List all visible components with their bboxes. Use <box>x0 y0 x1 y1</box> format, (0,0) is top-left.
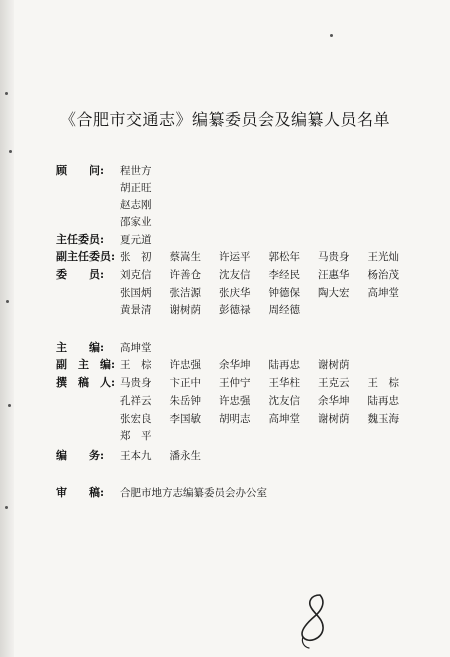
member-name: 杨治茂 <box>367 269 399 281</box>
member-names <box>120 393 417 409</box>
member-name: 郭松年 <box>268 251 300 263</box>
member-name: 钟德保 <box>268 287 300 299</box>
member-name: 程世方 <box>120 165 152 177</box>
member-names <box>120 302 318 318</box>
member-name: 余华坤 <box>219 359 251 371</box>
member-name: 张 初 <box>120 251 152 263</box>
role-label: 委 员: <box>56 268 105 281</box>
member-name: 汪惠华 <box>318 269 350 281</box>
role-label: 编 务: <box>56 449 105 462</box>
member-names <box>120 232 170 248</box>
member-name: 蔡嵩生 <box>169 251 201 263</box>
member-names <box>120 197 170 213</box>
scan-speck <box>5 92 8 95</box>
member-name: 王光灿 <box>367 251 399 263</box>
member-name: 王 棕 <box>367 377 399 389</box>
page-title: 《合肥市交通志》编纂委员会及编纂人员名单 <box>59 110 390 129</box>
member-name: 许忠强 <box>219 395 251 407</box>
scan-speck <box>8 404 11 407</box>
member-name: 卞正中 <box>169 377 201 389</box>
scan-speck <box>6 300 9 303</box>
member-name: 李国敏 <box>169 413 201 425</box>
member-name: 魏玉海 <box>367 413 399 425</box>
member-name: 彭德禄 <box>219 304 251 316</box>
member-names <box>120 214 170 230</box>
member-names <box>120 357 368 373</box>
member-name: 张洁源 <box>169 287 201 299</box>
role-label: 审 稿: <box>56 486 105 499</box>
role-label: 主 编: <box>56 341 105 354</box>
member-names <box>120 267 417 283</box>
member-names <box>120 411 417 427</box>
member-name: 高坤堂 <box>268 413 300 425</box>
member-name: 许善仓 <box>169 269 201 281</box>
member-name: 高坤堂 <box>120 342 152 354</box>
member-name: 余华坤 <box>318 395 350 407</box>
scan-speck <box>330 34 333 37</box>
member-name: 谢树荫 <box>318 413 350 425</box>
scan-speck <box>5 506 8 509</box>
member-name: 邵家业 <box>120 216 152 228</box>
member-name: 马贵身 <box>120 377 152 389</box>
handwritten-page-number <box>296 590 336 654</box>
member-name: 刘克信 <box>120 269 152 281</box>
member-name: 潘永生 <box>169 450 201 462</box>
member-name: 许忠强 <box>169 359 201 371</box>
member-names <box>120 485 267 501</box>
member-name: 沈友信 <box>219 269 251 281</box>
member-names <box>120 448 219 464</box>
member-name: 沈友信 <box>268 395 300 407</box>
member-names <box>120 375 417 391</box>
member-name: 许运平 <box>219 251 251 263</box>
member-names <box>120 163 170 179</box>
member-name: 陶大宏 <box>318 287 350 299</box>
member-name: 张宏良 <box>120 413 152 425</box>
role-label: 副 主 编: <box>56 358 116 371</box>
member-name: 孔祥云 <box>120 395 152 407</box>
member-names <box>120 340 170 356</box>
member-name: 王 棕 <box>120 359 152 371</box>
member-name: 陆再忠 <box>268 359 300 371</box>
member-name: 胡明志 <box>219 413 251 425</box>
member-name: 夏元道 <box>120 234 152 246</box>
member-name: 赵志刚 <box>120 199 152 211</box>
member-name: 王华柱 <box>268 377 300 389</box>
member-name: 王仲宁 <box>219 377 251 389</box>
role-label: 顾 问: <box>56 164 105 177</box>
member-name: 黄景清 <box>120 304 152 316</box>
member-names <box>120 180 170 196</box>
member-name: 胡正旺 <box>120 182 152 194</box>
member-names <box>120 249 417 265</box>
member-name: 张国炳 <box>120 287 152 299</box>
member-name: 谢树荫 <box>169 304 201 316</box>
role-label: 主任委员: <box>56 233 105 246</box>
page-edge-shadow <box>0 0 14 657</box>
member-name: 郑 平 <box>120 430 152 442</box>
member-names <box>120 285 417 301</box>
member-name: 陆再忠 <box>367 395 399 407</box>
member-name: 王克云 <box>318 377 350 389</box>
role-label: 副主任委员: <box>56 250 116 263</box>
member-name: 李经民 <box>268 269 300 281</box>
scan-speck <box>9 150 12 153</box>
member-name: 朱岳钟 <box>169 395 201 407</box>
member-name: 周经德 <box>268 304 300 316</box>
member-name: 合肥市地方志编纂委员会办公室 <box>120 487 267 499</box>
member-name: 谢树荫 <box>318 359 350 371</box>
member-name: 王本九 <box>120 450 152 462</box>
role-label: 撰 稿 人: <box>56 376 116 389</box>
member-name: 马贵身 <box>318 251 350 263</box>
member-names <box>120 428 170 444</box>
member-name: 高坤堂 <box>367 287 399 299</box>
member-name: 张庆华 <box>219 287 251 299</box>
